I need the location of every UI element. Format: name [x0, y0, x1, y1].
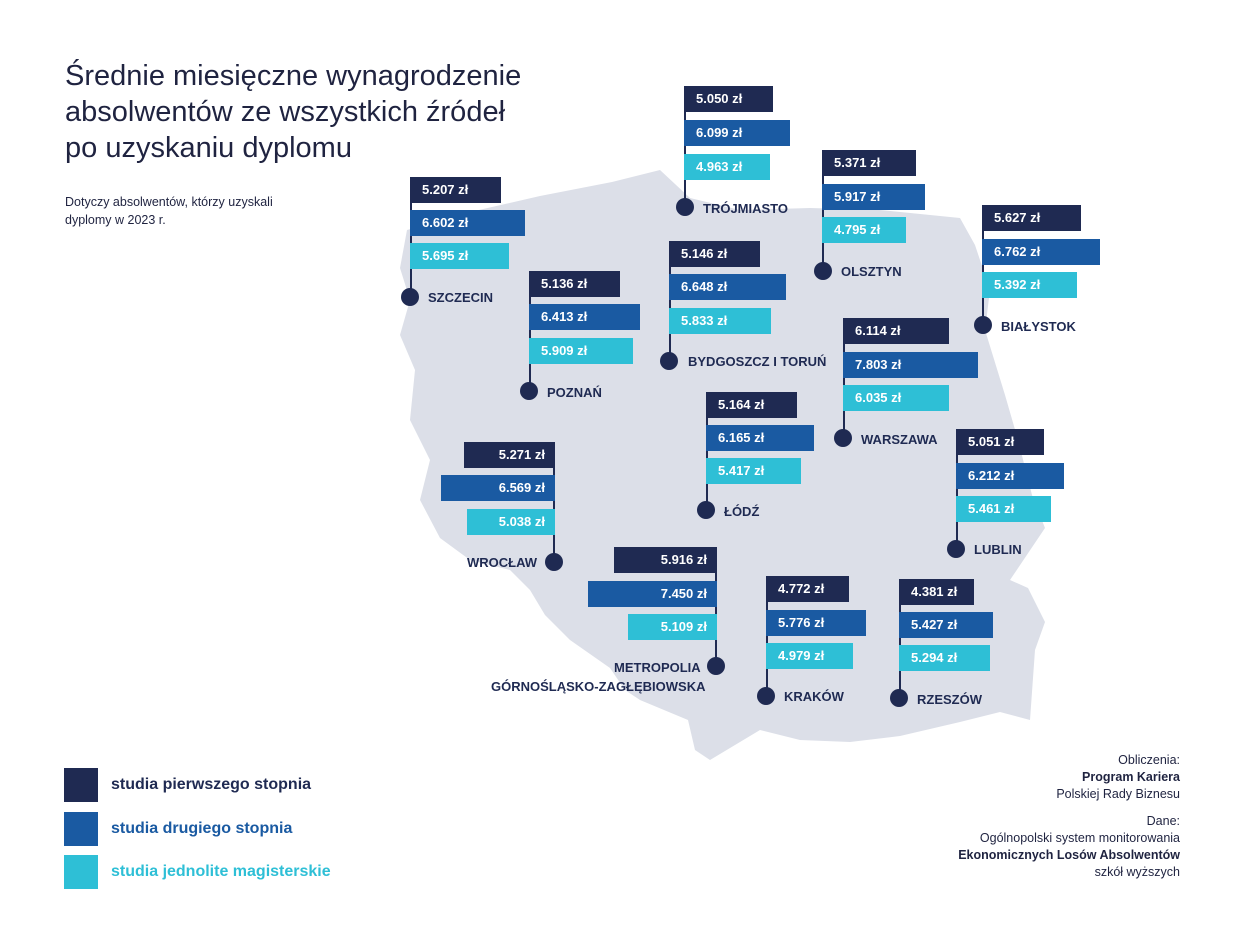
city-name: WROCŁAW: [467, 555, 538, 570]
bar-second-degree: 7.450 zł: [588, 581, 717, 607]
city-name-line1: METROPOLIA: [614, 660, 701, 675]
bar-unified-master: 5.909 zł: [529, 338, 633, 364]
bar-unified-master: 5.109 zł: [628, 614, 717, 640]
credits-data-src2: Ekonomicznych Losów Absolwentów: [958, 848, 1180, 862]
city-name: BIAŁYSTOK: [1001, 319, 1076, 334]
bar-second-degree: 6.099 zł: [684, 120, 790, 146]
city-name: RZESZÓW: [917, 692, 982, 707]
credits-data-label: Dane:: [1146, 814, 1180, 828]
city-name: LUBLIN: [974, 542, 1022, 557]
credits-calc-org2: Polskiej Rady Biznesu: [1056, 787, 1180, 801]
city-marker: [697, 501, 715, 519]
city-marker: [974, 316, 992, 334]
bar-unified-master: 6.035 zł: [843, 385, 949, 411]
bar-first-degree: 5.627 zł: [982, 205, 1081, 231]
city-marker: [947, 540, 965, 558]
bar-second-degree: 6.165 zł: [706, 425, 814, 451]
bar-second-degree: 6.648 zł: [669, 274, 786, 300]
bar-first-degree: 5.207 zł: [410, 177, 501, 203]
city-name: ŁÓDŹ: [724, 504, 760, 519]
bar-second-degree: 5.427 zł: [899, 612, 993, 638]
bar-unified-master: 5.392 zł: [982, 272, 1077, 298]
bar-second-degree: 5.776 zł: [766, 610, 866, 636]
credits-calc-label: Obliczenia:: [1118, 753, 1180, 767]
bar-unified-master: 5.294 zł: [899, 645, 990, 671]
bar-first-degree: 4.772 zł: [766, 576, 849, 602]
bar-first-degree: 5.164 zł: [706, 392, 797, 418]
city-marker: [707, 657, 725, 675]
city-name-line2: GÓRNOŚLĄSKO-ZAGŁĘBIOWSKA: [491, 679, 706, 694]
bar-first-degree: 5.146 zł: [669, 241, 760, 267]
city-marker: [834, 429, 852, 447]
city-name: OLSZTYN: [841, 264, 902, 279]
legend-swatch: [64, 855, 98, 889]
bar-first-degree: 5.371 zł: [822, 150, 916, 176]
city-name: KRAKÓW: [784, 689, 844, 704]
city-marker: [890, 689, 908, 707]
bar-unified-master: 5.833 zł: [669, 308, 771, 334]
city-name: WARSZAWA: [861, 432, 938, 447]
legend-label: studia jednolite magisterskie: [111, 863, 331, 880]
bar-first-degree: 5.136 zł: [529, 271, 620, 297]
bar-unified-master: 4.963 zł: [684, 154, 770, 180]
bar-unified-master: 5.461 zł: [956, 496, 1051, 522]
bar-unified-master: 5.038 zł: [467, 509, 555, 535]
city-marker: [757, 687, 775, 705]
credits-calc-org: Program Kariera: [1082, 770, 1180, 784]
city-marker: [814, 262, 832, 280]
legend-swatch: [64, 768, 98, 802]
city-marker: [660, 352, 678, 370]
bar-unified-master: 5.695 zł: [410, 243, 509, 269]
credits: [958, 752, 1180, 881]
bar-unified-master: 4.979 zł: [766, 643, 853, 669]
bar-unified-master: 5.417 zł: [706, 458, 801, 484]
bar-second-degree: 6.569 zł: [441, 475, 555, 501]
bar-second-degree: 6.602 zł: [410, 210, 525, 236]
city-marker: [520, 382, 538, 400]
subtitle: Dotyczy absolwentów, którzy uzyskali dyplomy w 2023 r.: [65, 195, 273, 227]
bar-second-degree: 6.762 zł: [982, 239, 1100, 265]
legend-swatch: [64, 812, 98, 846]
city-name: BYDGOSZCZ I TORUŃ: [688, 354, 827, 369]
bar-first-degree: 5.051 zł: [956, 429, 1044, 455]
bar-second-degree: 5.917 zł: [822, 184, 925, 210]
bar-second-degree: 6.413 zł: [529, 304, 640, 330]
bar-second-degree: 6.212 zł: [956, 463, 1064, 489]
bar-first-degree: 5.271 zł: [464, 442, 555, 468]
city-name: TRÓJMIASTO: [703, 201, 788, 216]
legend-label: studia pierwszego stopnia: [111, 776, 312, 793]
bar-first-degree: 6.114 zł: [843, 318, 949, 344]
bar-second-degree: 7.803 zł: [843, 352, 978, 378]
city-name: SZCZECIN: [428, 290, 493, 305]
city-name: POZNAŃ: [547, 385, 602, 400]
bar-first-degree: 5.050 zł: [684, 86, 773, 112]
city-marker: [401, 288, 419, 306]
bar-first-degree: 5.916 zł: [614, 547, 717, 573]
bar-first-degree: 4.381 zł: [899, 579, 974, 605]
city-marker: [545, 553, 563, 571]
legend-label: studia drugiego stopnia: [111, 820, 293, 837]
credits-data-src3: szkół wyższych: [1094, 865, 1180, 879]
credits-data-src1: Ogólnopolski system monitorowania: [979, 831, 1180, 845]
city-marker: [676, 198, 694, 216]
bar-unified-master: 4.795 zł: [822, 217, 906, 243]
chart-title: Średnie miesięczne wynagrodzenie absolwentów ze wszystkich źródeł po uzyskaniu dyplomu: [65, 60, 522, 164]
